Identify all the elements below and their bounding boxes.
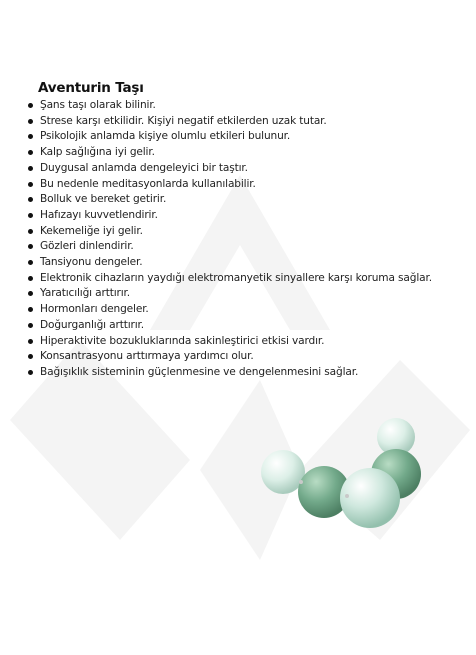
list-item xyxy=(28,208,468,224)
list-item xyxy=(28,161,468,177)
list-item xyxy=(28,192,468,208)
list-item-text: Konsantrasyonu arttırmaya yardımcı olur. xyxy=(40,350,254,363)
bullet-icon xyxy=(28,244,33,249)
list-item xyxy=(28,271,468,287)
bullet-icon xyxy=(28,103,33,108)
list-item xyxy=(28,255,468,271)
list-item xyxy=(28,98,468,114)
bullet-icon xyxy=(28,260,33,265)
content xyxy=(28,80,468,381)
list-item-text: Kekemeliğe iyi gelir. xyxy=(40,224,143,237)
list-item xyxy=(28,365,468,381)
list-item-text: Şans taşı olarak bilinir. xyxy=(40,99,156,111)
list-item-text: Hiperaktivite bozukluklarında sakinleştirici etkisi vardır. xyxy=(40,334,325,347)
bullet-icon xyxy=(28,134,33,139)
list-item-text: Psikolojik anlamda kişiye olumlu etkileri bulunur. xyxy=(40,130,291,143)
bullet-icon xyxy=(28,276,33,281)
stone-bead-1 xyxy=(261,450,305,494)
list-item-text: Hafızayı kuvvetlendirir. xyxy=(40,208,158,221)
list-item xyxy=(28,224,468,240)
list-item-text: Duygusal anlamda dengeleyici bir taştır. xyxy=(40,161,248,174)
bullet-icon xyxy=(28,354,33,359)
list-item-text: Elektronik cihazların yaydığı elektromanyetik sinyallere karşı koruma sağlar. xyxy=(40,271,432,284)
list-item xyxy=(28,114,468,130)
list-item-text: Yaratıcılığı arttırır. xyxy=(40,287,130,300)
list-item-text: Bu nedenle meditasyonlarda kullanılabilir. xyxy=(40,177,256,190)
list-item-text: Tansiyonu dengeler. xyxy=(40,256,143,269)
list-item xyxy=(28,302,468,318)
list-item xyxy=(28,239,468,255)
bullet-icon xyxy=(28,213,33,218)
bullet-icon xyxy=(28,150,33,155)
bullet-icon xyxy=(28,229,33,234)
bullet-icon xyxy=(28,166,33,171)
page-title: Aventurin Taşı xyxy=(38,80,144,96)
bullet-icon xyxy=(28,182,33,187)
list-item-text: Bolluk ve bereket getirir. xyxy=(40,193,167,206)
stone-bead-5 xyxy=(340,468,400,528)
list-item-text: Gözleri dinlendirir. xyxy=(40,240,134,253)
list-item-text: Strese karşı etkilidir. Kişiyi negatif etkilerden uzak tutar. xyxy=(40,114,327,127)
list-item xyxy=(28,177,468,193)
list-item-text: Kalp sağlığına iyi gelir. xyxy=(40,146,155,159)
list-item-text: Bağışıklık sisteminin güçlenmesine ve dengelenmesini sağlar. xyxy=(40,365,359,378)
list-item-text: Hormonları dengeler. xyxy=(40,303,149,316)
list-item xyxy=(28,286,468,302)
bullet-icon xyxy=(28,291,33,296)
benefits-list xyxy=(28,98,468,381)
bullet-icon xyxy=(28,339,33,344)
list-item xyxy=(28,349,468,365)
bullet-icon xyxy=(28,370,33,375)
bullet-icon xyxy=(28,197,33,202)
bullet-icon xyxy=(28,323,33,328)
list-item-text: Doğurganlığı arttırır. xyxy=(40,318,144,331)
aventurine-stones-image xyxy=(255,410,435,535)
list-item xyxy=(28,129,468,145)
bullet-icon xyxy=(28,119,33,124)
list-item xyxy=(28,318,468,334)
list-item xyxy=(28,145,468,161)
bullet-icon xyxy=(28,307,33,312)
list-item xyxy=(28,334,468,350)
